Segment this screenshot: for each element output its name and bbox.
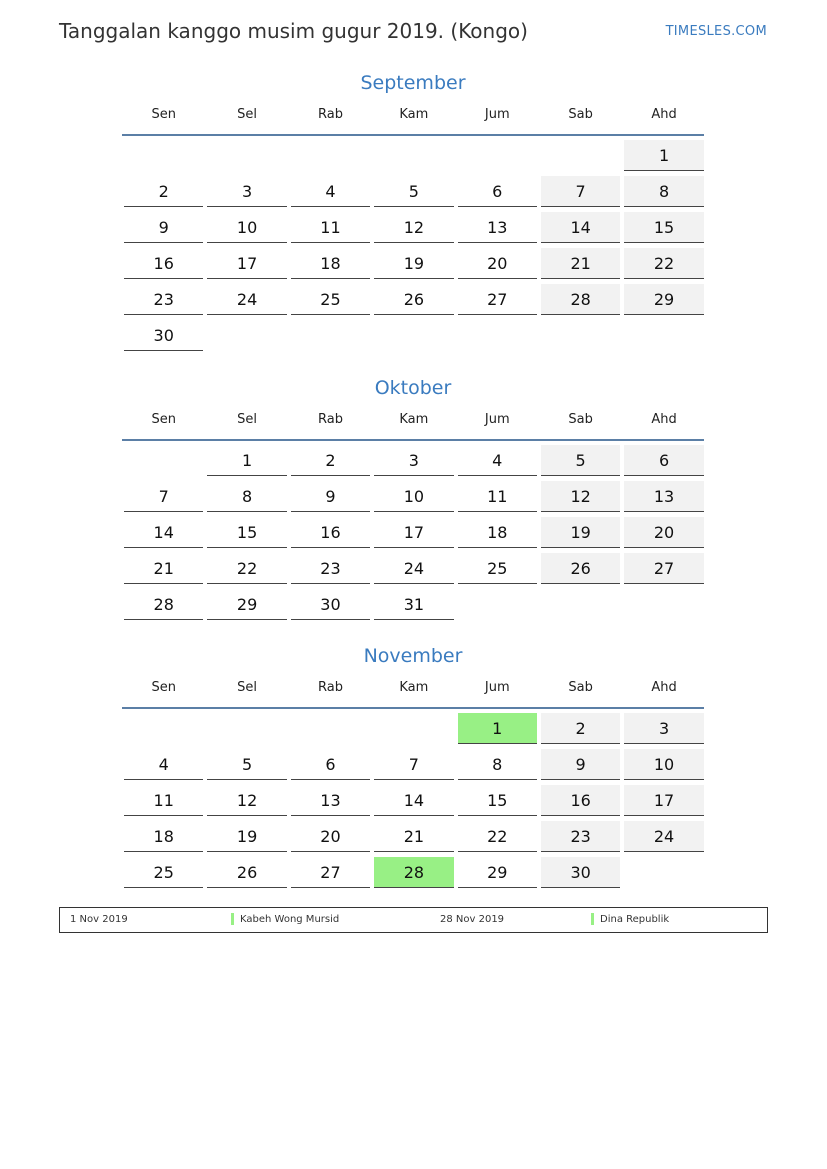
weekday-label: Sen bbox=[151, 680, 176, 695]
day-cell[interactable]: 25 bbox=[458, 553, 537, 584]
empty-cell bbox=[124, 445, 203, 476]
day-cell[interactable]: 24 bbox=[207, 284, 286, 315]
day-cell[interactable]: 15 bbox=[624, 212, 703, 243]
day-cell[interactable]: 8 bbox=[624, 176, 703, 207]
weekday-label: Jum bbox=[484, 680, 510, 695]
day-cell-holiday[interactable]: 28 bbox=[374, 857, 453, 888]
day-cell[interactable]: 8 bbox=[458, 749, 537, 780]
day-cell[interactable]: 11 bbox=[124, 785, 203, 816]
day-cell[interactable]: 16 bbox=[541, 785, 620, 816]
day-cell[interactable]: 29 bbox=[207, 589, 286, 620]
weekday-label: Sel bbox=[237, 107, 258, 122]
day-cell[interactable]: 9 bbox=[291, 481, 370, 512]
day-cell[interactable]: 7 bbox=[541, 176, 620, 207]
day-cell[interactable]: 20 bbox=[458, 248, 537, 279]
day-cell[interactable]: 5 bbox=[207, 749, 286, 780]
day-cell[interactable]: 16 bbox=[124, 248, 203, 279]
empty-cell bbox=[124, 140, 203, 171]
empty-cell bbox=[374, 140, 453, 171]
day-cell[interactable]: 27 bbox=[624, 553, 703, 584]
day-cell[interactable]: 13 bbox=[624, 481, 703, 512]
day-cell[interactable]: 11 bbox=[291, 212, 370, 243]
day-cell[interactable]: 17 bbox=[207, 248, 286, 279]
days-grid bbox=[122, 140, 704, 356]
weekday-label: Ahd bbox=[651, 412, 677, 427]
weekday-label: Kam bbox=[399, 107, 429, 122]
day-cell[interactable]: 21 bbox=[374, 821, 453, 852]
day-cell[interactable]: 27 bbox=[291, 857, 370, 888]
day-cell[interactable]: 16 bbox=[291, 517, 370, 548]
day-cell[interactable]: 19 bbox=[207, 821, 286, 852]
day-cell[interactable]: 26 bbox=[374, 284, 453, 315]
day-cell[interactable]: 18 bbox=[291, 248, 370, 279]
empty-cell bbox=[124, 713, 203, 744]
month-title: Oktober bbox=[374, 377, 452, 399]
empty-cell bbox=[374, 713, 453, 744]
weekday-label: Sel bbox=[237, 412, 258, 427]
page-title: Tanggalan kanggo musim gugur 2019. (Kongo) bbox=[59, 19, 528, 43]
day-cell[interactable]: 3 bbox=[624, 713, 703, 744]
day-cell[interactable]: 31 bbox=[374, 589, 453, 620]
day-cell[interactable]: 15 bbox=[458, 785, 537, 816]
weekday-label: Rab bbox=[317, 412, 343, 427]
day-cell[interactable]: 29 bbox=[458, 857, 537, 888]
day-cell[interactable]: 26 bbox=[541, 553, 620, 584]
legend-holiday-name: Kabeh Wong Mursid bbox=[240, 914, 340, 925]
month-title: September bbox=[360, 72, 466, 94]
day-cell[interactable]: 1 bbox=[624, 140, 703, 171]
weekday-label: Rab bbox=[317, 680, 343, 695]
day-cell[interactable]: 30 bbox=[124, 320, 203, 351]
holiday-color-marker bbox=[591, 913, 594, 925]
weekday-label: Rab bbox=[317, 107, 343, 122]
day-cell[interactable]: 23 bbox=[291, 553, 370, 584]
day-cell[interactable]: 10 bbox=[207, 212, 286, 243]
day-cell[interactable]: 2 bbox=[124, 176, 203, 207]
day-cell[interactable]: 23 bbox=[541, 821, 620, 852]
day-cell[interactable]: 11 bbox=[458, 481, 537, 512]
day-cell[interactable]: 4 bbox=[291, 176, 370, 207]
weekday-label: Sab bbox=[568, 412, 593, 427]
day-cell[interactable]: 14 bbox=[541, 212, 620, 243]
day-cell[interactable]: 6 bbox=[458, 176, 537, 207]
day-cell[interactable]: 7 bbox=[124, 481, 203, 512]
day-cell[interactable]: 13 bbox=[458, 212, 537, 243]
day-cell[interactable]: 17 bbox=[624, 785, 703, 816]
day-cell[interactable]: 3 bbox=[207, 176, 286, 207]
month-title: November bbox=[363, 645, 463, 667]
day-cell[interactable]: 1 bbox=[207, 445, 286, 476]
day-cell[interactable]: 26 bbox=[207, 857, 286, 888]
empty-cell bbox=[458, 140, 537, 171]
weekday-label: Sen bbox=[151, 412, 176, 427]
day-cell[interactable]: 9 bbox=[541, 749, 620, 780]
legend-holiday-name: Dina Republik bbox=[600, 914, 670, 925]
day-cell[interactable]: 12 bbox=[374, 212, 453, 243]
day-cell[interactable]: 14 bbox=[374, 785, 453, 816]
day-cell[interactable]: 6 bbox=[624, 445, 703, 476]
day-cell[interactable]: 22 bbox=[458, 821, 537, 852]
day-cell[interactable]: 3 bbox=[374, 445, 453, 476]
day-cell[interactable]: 28 bbox=[541, 284, 620, 315]
day-cell[interactable]: 24 bbox=[374, 553, 453, 584]
weekday-label: Sel bbox=[237, 680, 258, 695]
day-cell[interactable]: 18 bbox=[124, 821, 203, 852]
month-oktober bbox=[122, 375, 704, 625]
day-cell[interactable]: 18 bbox=[458, 517, 537, 548]
weekday-header bbox=[122, 411, 704, 441]
weekday-label: Ahd bbox=[651, 680, 677, 695]
empty-cell bbox=[207, 713, 286, 744]
day-cell[interactable]: 4 bbox=[124, 749, 203, 780]
day-cell[interactable]: 5 bbox=[374, 176, 453, 207]
day-cell[interactable]: 10 bbox=[624, 749, 703, 780]
weekday-label: Kam bbox=[399, 412, 429, 427]
day-cell[interactable]: 17 bbox=[374, 517, 453, 548]
day-cell[interactable]: 6 bbox=[291, 749, 370, 780]
empty-cell bbox=[541, 140, 620, 171]
legend-date: 28 Nov 2019 bbox=[440, 914, 505, 925]
day-cell[interactable]: 15 bbox=[207, 517, 286, 548]
weekday-header bbox=[122, 679, 704, 709]
brand-link[interactable]: TIMESLES.COM bbox=[665, 24, 767, 39]
day-cell[interactable]: 19 bbox=[374, 248, 453, 279]
empty-cell bbox=[291, 140, 370, 171]
day-cell[interactable]: 9 bbox=[124, 212, 203, 243]
day-cell-holiday[interactable]: 1 bbox=[458, 713, 537, 744]
day-cell[interactable]: 8 bbox=[207, 481, 286, 512]
day-cell[interactable]: 28 bbox=[124, 589, 203, 620]
holiday-legend bbox=[59, 907, 768, 933]
day-cell[interactable]: 19 bbox=[541, 517, 620, 548]
day-cell[interactable]: 7 bbox=[374, 749, 453, 780]
day-cell[interactable]: 25 bbox=[291, 284, 370, 315]
day-cell[interactable]: 21 bbox=[541, 248, 620, 279]
empty-cell bbox=[291, 713, 370, 744]
day-cell[interactable]: 30 bbox=[541, 857, 620, 888]
days-grid bbox=[122, 713, 704, 893]
month-november bbox=[122, 643, 704, 893]
day-cell[interactable]: 29 bbox=[624, 284, 703, 315]
day-cell[interactable]: 22 bbox=[624, 248, 703, 279]
day-cell[interactable]: 22 bbox=[207, 553, 286, 584]
weekday-label: Sab bbox=[568, 680, 593, 695]
day-cell[interactable]: 23 bbox=[124, 284, 203, 315]
day-cell[interactable]: 30 bbox=[291, 589, 370, 620]
weekday-label: Ahd bbox=[651, 107, 677, 122]
day-cell[interactable]: 2 bbox=[291, 445, 370, 476]
day-cell[interactable]: 10 bbox=[374, 481, 453, 512]
weekday-label: Sab bbox=[568, 107, 593, 122]
day-cell[interactable]: 13 bbox=[291, 785, 370, 816]
day-cell[interactable]: 21 bbox=[124, 553, 203, 584]
day-cell[interactable]: 25 bbox=[124, 857, 203, 888]
empty-cell bbox=[207, 140, 286, 171]
legend-date: 1 Nov 2019 bbox=[70, 914, 128, 925]
weekday-label: Jum bbox=[484, 107, 510, 122]
day-cell[interactable]: 20 bbox=[291, 821, 370, 852]
days-grid bbox=[122, 445, 704, 625]
weekday-label: Kam bbox=[399, 680, 429, 695]
holiday-color-marker bbox=[231, 913, 234, 925]
day-cell[interactable]: 4 bbox=[458, 445, 537, 476]
day-cell[interactable]: 27 bbox=[458, 284, 537, 315]
weekday-header bbox=[122, 106, 704, 136]
weekday-label: Jum bbox=[484, 412, 510, 427]
day-cell[interactable]: 12 bbox=[207, 785, 286, 816]
day-cell[interactable]: 12 bbox=[541, 481, 620, 512]
day-cell[interactable]: 5 bbox=[541, 445, 620, 476]
day-cell[interactable]: 20 bbox=[624, 517, 703, 548]
day-cell[interactable]: 2 bbox=[541, 713, 620, 744]
day-cell[interactable]: 14 bbox=[124, 517, 203, 548]
day-cell[interactable]: 24 bbox=[624, 821, 703, 852]
weekday-label: Sen bbox=[151, 107, 176, 122]
month-september bbox=[122, 70, 704, 356]
